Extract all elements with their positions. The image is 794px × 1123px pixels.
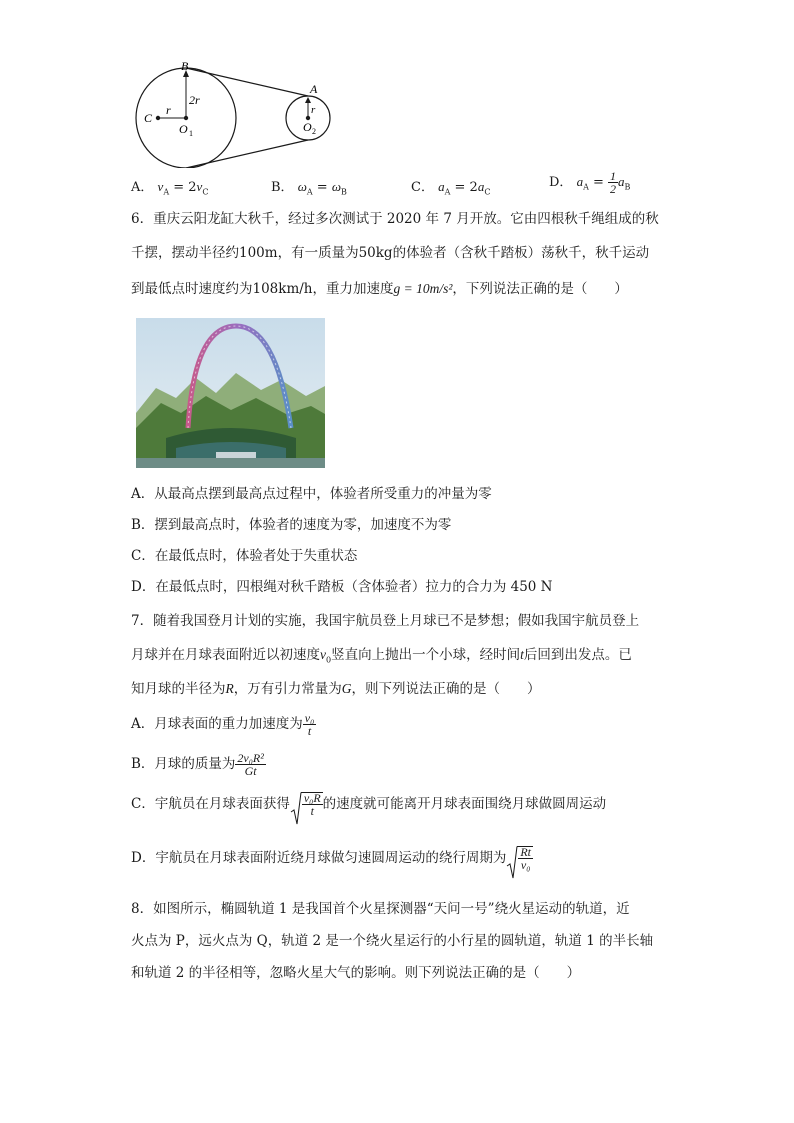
pulley-diagram-svg <box>128 58 348 168</box>
q6-line-2: 千摆，摆动半径约100m，有一质量为50kg的体验者（含秋千踏板）荡秋千，秋千运动 <box>131 245 650 261</box>
q7-line-2: 月球并在月球表面附近以初速度$v_0$竖直向上抛出一个小球，经时间t后回到出发点。已 <box>131 647 632 665</box>
label-C: C <box>144 111 153 125</box>
q7-option-b: B．月球的质量为 $\frac{\text{2v₀R²}}{Gt}$ <box>131 751 264 778</box>
q8-line-1: 8．如图所示，椭圆轨道 1 是我国首个火星探测器“天问一号”绕火星运动的轨道，近 <box>131 901 630 917</box>
q5-option-d: D． $a_A$ = $\frac{1}{2}$ $a_B$ <box>549 169 631 196</box>
q6-line-1: 6．重庆云阳龙缸大秋千，经过多次测试于 2020 年 7 月开放。它由四根秋千绳组成的秋 <box>131 211 659 227</box>
q6-option-a: A．从最高点摆到最高点过程中，体验者所受重力的冲量为零 <box>131 486 492 502</box>
label-2r: 2r <box>189 93 200 107</box>
arrow-r2 <box>305 97 311 103</box>
q8-line-2: 火点为 P，远火点为 Q，轨道 2 是一个绕火星运行的小行星的圆轨道，轨道 1 的半长轴 <box>131 933 654 949</box>
point-O1 <box>184 116 188 120</box>
q8-line-3: 和轨道 2 的半径相等，忽略火星大气的影响。则下列说法正确的是（ ） <box>131 965 581 981</box>
fraction-one-half: $\frac{1}{2}$ <box>610 169 617 196</box>
belt-top <box>186 68 308 96</box>
q6-option-c: C．在最低点时，体验者处于失重状态 <box>131 548 358 564</box>
q7-line-3: 知月球的半径为R，万有引力常量为G，则下列说法正确的是（ ） <box>131 681 541 697</box>
q6-option-b: B．摆到最高点时，体验者的速度为零，加速度不为零 <box>131 517 452 533</box>
q6-option-d: D．在最低点时，四根绳对秋千踏板（含体验者）拉力的合力为 450 N <box>131 579 553 595</box>
q7-line-1: 7．随着我国登月计划的实施，我国宇航员登上月球已不是梦想；假如我国宇航员登上 <box>131 613 640 629</box>
radical-sign-icon <box>506 846 518 880</box>
fraction-v0-over-t: $\frac{\text{v₀}}{t}$ <box>304 711 315 738</box>
swing-photo <box>136 318 325 468</box>
label-O1: O <box>179 122 188 136</box>
label-B: B <box>181 59 189 73</box>
label-O2: O <box>303 120 312 134</box>
q5-option-a: A． $v_A = 2v_C$ <box>131 179 209 197</box>
sqrt-speed: $\frac{\text{v₀R}}{t}$ <box>290 792 323 817</box>
q7-option-c: C．宇航员在月球表面获得 $\frac{\text{v₀R}}{t}$ 的速度就可能离开月球表面围绕月球做圆周运动 <box>131 792 606 817</box>
sqrt-period: $\frac{Rt}{\text{v₀}}$ <box>506 846 533 871</box>
q5-option-b: B． $\omega_A = \omega_B$ <box>271 179 347 197</box>
point-C <box>156 116 160 120</box>
q7-option-d: D．宇航员在月球表面附近绕月球做匀速圆周运动的绕行周期为 $\frac{Rt}{\text{v₀}}$ <box>131 846 533 871</box>
radical-sign-icon <box>290 792 302 826</box>
fraction-mass: $\frac{\text{2v₀R²}}{Gt}$ <box>237 751 264 778</box>
q6-line-3: 到最低点时速度约为108km/h，重力加速度g = 10m/s²，下列说法正确的是（ ） <box>131 281 628 297</box>
belt-bottom <box>186 140 308 168</box>
label-O1-sub: 1 <box>189 129 193 138</box>
label-A: A <box>310 82 318 96</box>
q5-option-c: C． $a_A = 2a_C$ <box>411 179 491 197</box>
label-r1: r <box>166 103 171 117</box>
label-r2: r <box>311 104 316 116</box>
label-O2-sub: 2 <box>312 127 316 136</box>
q7-option-a: A．月球表面的重力加速度为 $\frac{\text{v₀}}{t}$ <box>131 711 315 738</box>
pulley-diagram <box>128 58 348 168</box>
swing-photo-svg <box>136 318 325 468</box>
